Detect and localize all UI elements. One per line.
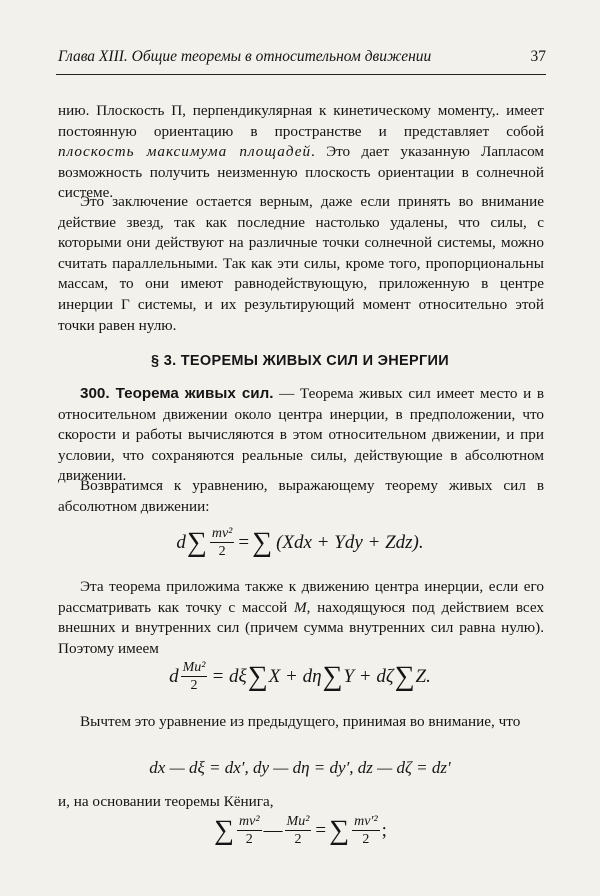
fraction-denominator: 2 bbox=[362, 832, 370, 847]
paragraph-5 bbox=[58, 577, 544, 659]
paragraph-6: Вычтем это уравнение из предыдущего, принимая во внимание, что bbox=[80, 713, 521, 730]
theorem-runin-heading: 300. Теорема живых сил. bbox=[80, 385, 274, 402]
eq1-d: d bbox=[176, 531, 186, 553]
equation-1 bbox=[0, 526, 600, 559]
page-number: 37 bbox=[530, 48, 546, 65]
paragraph-1 bbox=[58, 101, 544, 204]
para5-text-before: Эта теорема приложима также к движению центра инерции, если его рассматривать как точку с массой bbox=[58, 578, 544, 616]
para3-text: — Теорема живых сил имеет место и в относительном движении около центра инерции, в предположении, что скорости и работы вычисляются в этом относительном движении, и при условии, что сохраняются реальные силы, действующие в абсолютном движении. bbox=[58, 385, 544, 485]
eq1-rhs: (Xdx + Ydy + Zdz). bbox=[276, 531, 424, 553]
sum-symbol: ∑ bbox=[247, 660, 268, 692]
header-rule bbox=[56, 74, 546, 75]
eq2-part-1: = dξ bbox=[211, 665, 247, 687]
fraction-numerator: Mu² bbox=[182, 660, 206, 675]
semicolon: ; bbox=[381, 819, 387, 841]
fraction-numerator: Mu² bbox=[286, 814, 310, 829]
section-heading: § 3. ТЕОРЕМЫ ЖИВЫХ СИЛ И ЭНЕРГИИ bbox=[151, 353, 449, 369]
fraction-numerator: mv² bbox=[211, 526, 233, 541]
equation-4 bbox=[0, 814, 600, 847]
paragraph-2: Это заключение остается верным, даже если принять во внимание действие звезд, так как последние настолько удалены, что силы, с которыми они действуют на различные точки солнечной системы, можно считать параллельными. Так как эти силы, кроме того, пропорциональны массам, то они имеют равнодействующую, приложенную в центре инерции Г системы, и их результирующий момент относительно этой точки равен нулю. bbox=[58, 193, 544, 334]
para5-text-after: , находящуюся под действием всех внешних и внутренних сил (причем сумма внутренних сил равна нулю). Поэтому имеем bbox=[58, 598, 544, 657]
fraction-mv-prime2-over-2 bbox=[352, 814, 380, 847]
paragraph-3 bbox=[58, 384, 544, 487]
fraction-denominator: 2 bbox=[294, 832, 302, 847]
fraction-Mu2-over-2 bbox=[285, 814, 312, 847]
equals-sign: = bbox=[238, 531, 250, 553]
sum-symbol: ∑ bbox=[329, 814, 350, 846]
fraction-denominator: 2 bbox=[218, 544, 226, 559]
mass-symbol-M: M bbox=[293, 598, 307, 616]
running-header bbox=[58, 48, 546, 66]
eq2-part-2: X + dη bbox=[268, 665, 322, 687]
sum-symbol: ∑ bbox=[322, 660, 343, 692]
equals-sign: = bbox=[315, 819, 327, 841]
para1-emphasis: плоскость максимума площадей bbox=[58, 143, 312, 161]
fraction-numerator: mv² bbox=[239, 814, 260, 829]
eq2-part-3: Y + dζ bbox=[343, 665, 394, 687]
fraction-mv2-over-2 bbox=[210, 526, 235, 559]
para1-text-before: нию. Плоскость П, перпендикулярная к кинетическому моменту,. имеет постоянную ориентацию в пространстве и представляет собой bbox=[58, 102, 544, 140]
paragraph-4: Возвратимся к уравнению, выражающему теорему живых сил в абсолютном движении: bbox=[58, 477, 544, 515]
fraction-denominator: 2 bbox=[190, 678, 198, 693]
eq2-d: d bbox=[169, 665, 179, 687]
equation-2 bbox=[0, 660, 600, 693]
fraction-Mu2-over-2 bbox=[181, 660, 208, 693]
fraction-numerator: mv′² bbox=[354, 814, 378, 829]
sum-symbol: ∑ bbox=[214, 814, 234, 846]
paragraph-7: и, на основании теоремы Кёнига, bbox=[58, 793, 274, 810]
minus-sign: — bbox=[263, 819, 283, 841]
sum-symbol: ∑ bbox=[394, 660, 415, 692]
sum-symbol: ∑ bbox=[252, 526, 273, 558]
equation-3: dx — dξ = dx′, dy — dη = dy′, dz — dζ = dz′ bbox=[149, 758, 451, 777]
fraction-denominator: 2 bbox=[245, 832, 253, 847]
para1-text-after: . Это дает указанную Лапласом возможность получить неизменную плоскость ориентации в солнечной системе. bbox=[58, 143, 544, 202]
eq2-part-4: Z. bbox=[415, 665, 431, 687]
sum-symbol: ∑ bbox=[186, 526, 207, 558]
header-title: Глава XIII. Общие теоремы в относительном движении bbox=[58, 48, 432, 65]
fraction-mv2-over-2 bbox=[237, 814, 262, 847]
